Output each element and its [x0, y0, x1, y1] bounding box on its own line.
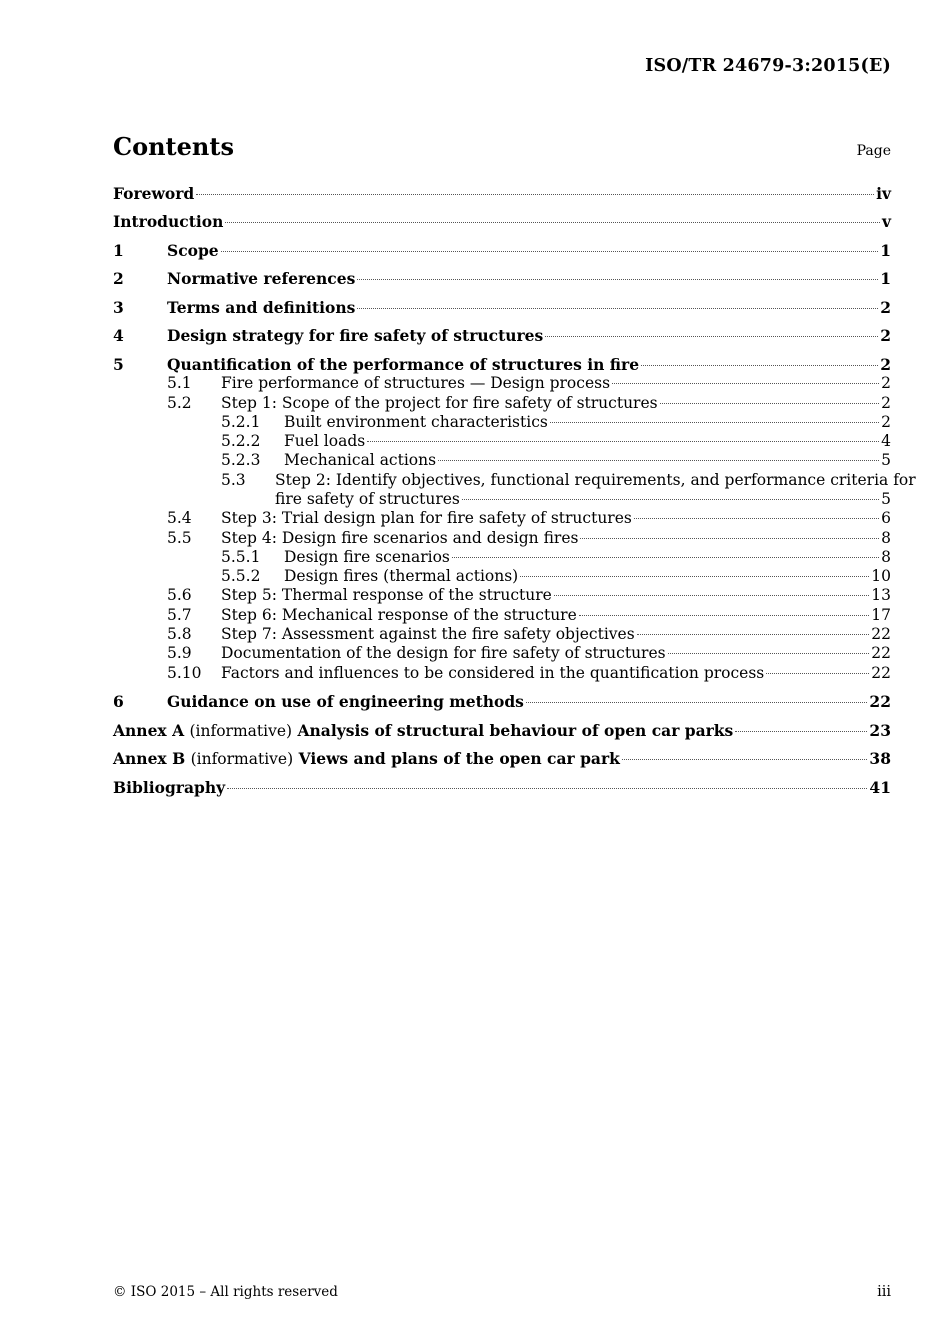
page-footer — [113, 1284, 891, 1300]
toc-entry-foreword[interactable]: Foreword iv — [113, 184, 891, 203]
toc-entry-engineering-methods[interactable]: 6 Guidance on use of engineering methods 22 — [113, 692, 891, 712]
dot-leader — [526, 702, 868, 703]
toc-entry-5-7[interactable]: 5.7 Step 6: Mechanical response of the structure 17 — [167, 605, 891, 624]
toc-entry-bibliography[interactable]: Bibliography 41 — [113, 777, 891, 797]
toc-entry-quantification[interactable]: 5 Quantification of the performance of structures in fire 2 — [113, 354, 891, 374]
toc-entry-5-2-2[interactable]: 5.2.2 Fuel loads 4 — [221, 432, 891, 451]
toc-entry-5-5[interactable]: 5.5 Step 4: Design fire scenarios and design fires 8 — [167, 528, 891, 547]
toc-entry-5-10[interactable]: 5.10 Factors and influences to be considered in the quantification process 22 — [167, 663, 891, 682]
toc-entry-5-4[interactable]: 5.4 Step 3: Trial design plan for fire safety of structures 6 — [167, 509, 891, 528]
copyright-notice: © ISO 2015 – All rights reserved — [113, 1284, 338, 1300]
dot-leader — [641, 365, 878, 366]
toc-entry-5-2[interactable]: 5.2 Step 1: Scope of the project for fire safety of structures 2 — [167, 393, 891, 412]
dot-leader — [554, 595, 869, 596]
contents-heading-row — [113, 132, 891, 161]
toc-entry-annex-b[interactable]: Annex B (informative) Views and plans of the open car park 38 — [113, 749, 891, 769]
toc-entry-annex-a[interactable]: Annex A (informative) Analysis of structural behaviour of open car parks 23 — [113, 720, 891, 740]
dot-leader — [196, 194, 874, 195]
dot-leader — [452, 557, 879, 558]
dot-leader — [462, 499, 879, 500]
toc-entry-5-3[interactable] — [113, 470, 916, 510]
dot-leader — [367, 441, 879, 442]
toc-entry-design-strategy[interactable]: 4 Design strategy for fire safety of structures 2 — [113, 326, 891, 346]
dot-leader — [357, 279, 878, 280]
toc-entry-scope[interactable]: 1 Scope 1 — [113, 240, 891, 260]
dot-leader — [545, 336, 878, 337]
document-id: ISO/TR 24679-3:2015(E) — [645, 56, 891, 76]
dot-leader — [766, 673, 869, 674]
contents-title: Contents — [113, 132, 234, 161]
dot-leader — [668, 653, 870, 654]
toc-entry-5-2-3[interactable]: 5.2.3 Mechanical actions 5 — [221, 451, 891, 470]
toc-entry-5-3-line2: fire safety of structures 5 — [275, 489, 891, 508]
dot-leader — [660, 403, 880, 404]
dot-leader — [357, 308, 878, 309]
dot-leader — [520, 576, 869, 577]
dot-leader — [550, 422, 879, 423]
page-column-label: Page — [856, 143, 891, 159]
toc-entry-terms-definitions[interactable]: 3 Terms and definitions 2 — [113, 297, 891, 317]
toc-entry-introduction[interactable]: Introduction v — [113, 212, 891, 232]
toc-entry-5-3-line1: 5.3 Step 2: Identify objectives, functional requirements, and performance criteria for — [221, 470, 916, 489]
dot-leader — [637, 634, 870, 635]
dot-leader — [580, 538, 879, 539]
dot-leader — [579, 615, 870, 616]
toc-entry-normative-references[interactable]: 2 Normative references 1 — [113, 269, 891, 289]
toc-entry-5-2-1[interactable]: 5.2.1 Built environment characteristics 2 — [221, 412, 891, 431]
dot-leader — [622, 759, 868, 760]
dot-leader — [221, 251, 879, 252]
dot-leader — [612, 383, 879, 384]
dot-leader — [735, 731, 867, 732]
dot-leader — [227, 788, 867, 789]
toc-entry-5-5-2[interactable]: 5.5.2 Design fires (thermal actions) 10 — [221, 567, 891, 586]
page-number: iii — [877, 1284, 891, 1300]
toc-entry-5-5-1[interactable]: 5.5.1 Design fire scenarios 8 — [221, 547, 891, 566]
toc-entry-5-8[interactable]: 5.8 Step 7: Assessment against the fire safety objectives 22 — [167, 625, 891, 644]
dot-leader — [225, 222, 880, 223]
toc-entry-5-1[interactable]: 5.1 Fire performance of structures — Design process 2 — [167, 374, 891, 393]
toc-entry-5-9[interactable]: 5.9 Documentation of the design for fire safety of structures 22 — [167, 644, 891, 663]
dot-leader — [634, 518, 879, 519]
dot-leader — [438, 460, 879, 461]
toc-entry-5-6[interactable]: 5.6 Step 5: Thermal response of the structure 13 — [167, 586, 891, 605]
table-of-contents — [113, 184, 916, 797]
